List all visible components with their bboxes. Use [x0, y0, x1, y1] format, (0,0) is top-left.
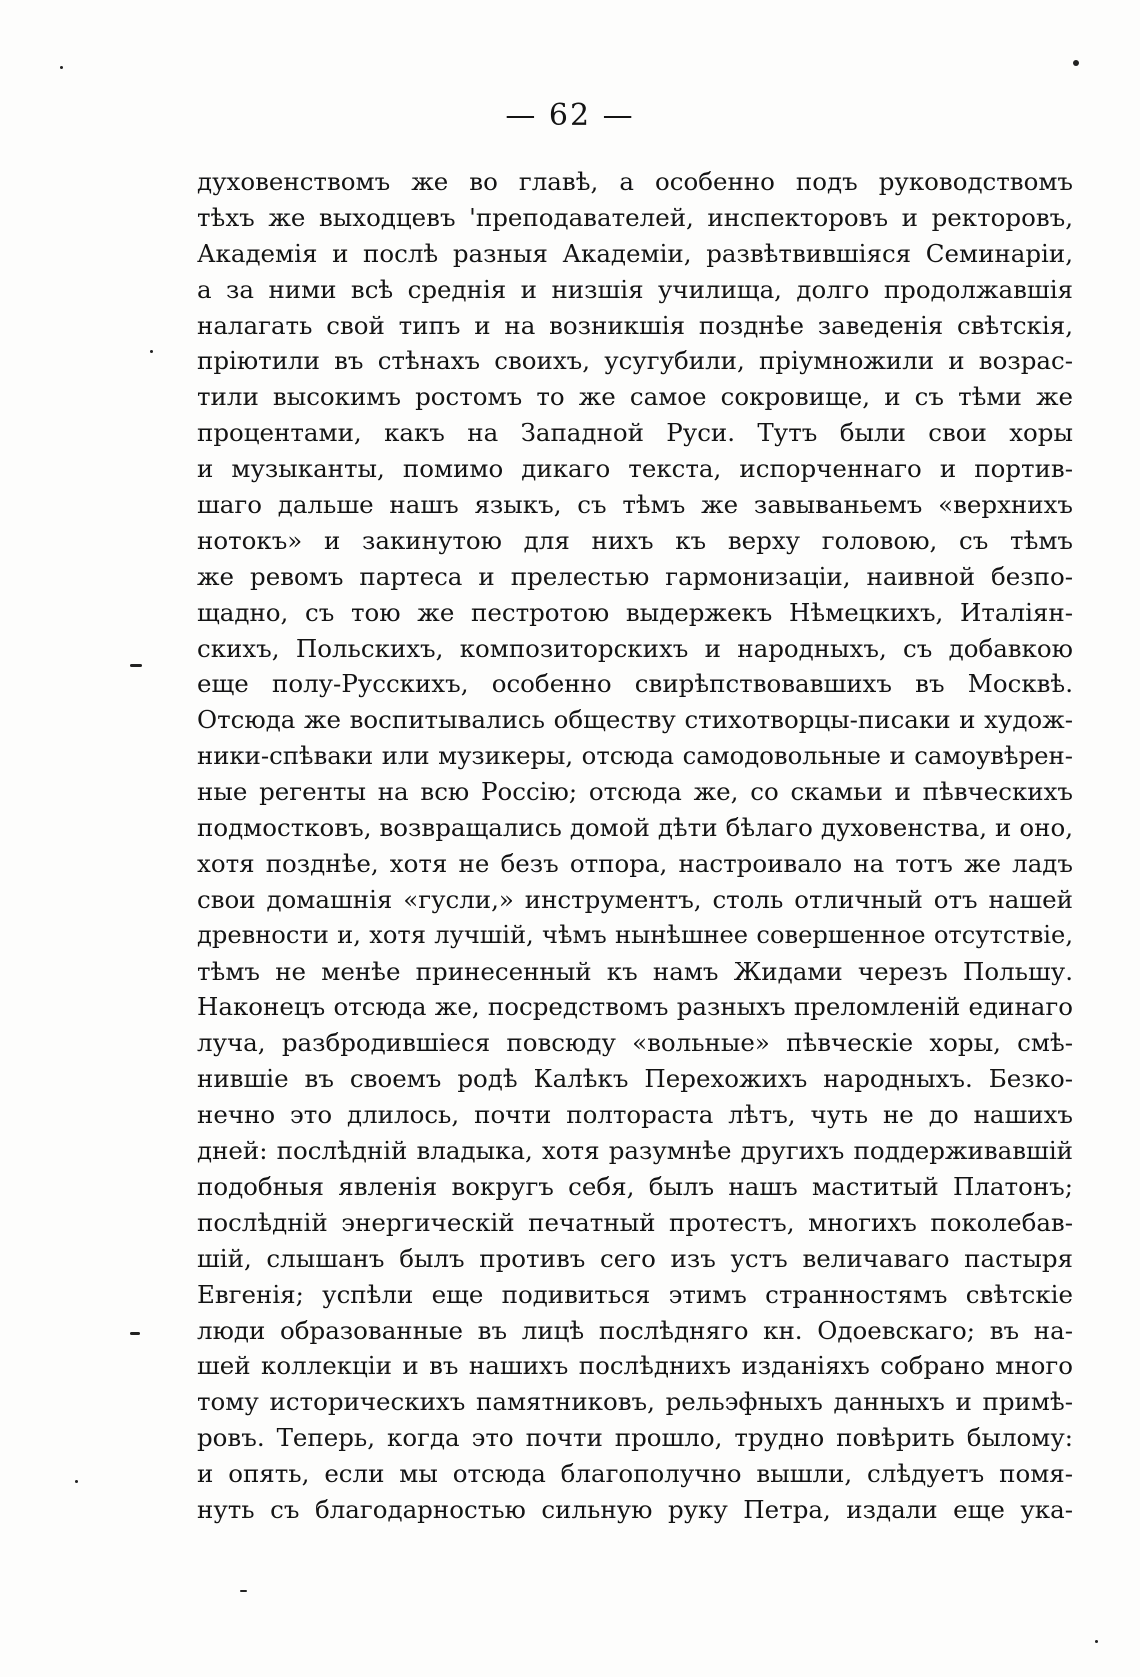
text-line: скихъ, Польскихъ, композиторскихъ и народныхъ, съ добавкою — [197, 633, 1073, 663]
text-line: шей коллекціи и въ нашихъ послѣднихъ изданіяхъ собрано много — [197, 1351, 1073, 1381]
text-line: луча, разбродившіеся повсюду «вольные» пѣвческіе хоры, смѣ- — [197, 1028, 1073, 1058]
text-line: нечно это длилось, почти полтораста лѣтъ, чуть не до нашихъ — [197, 1100, 1073, 1130]
text-line: нившіе въ своемъ родѣ Калѣкъ Перехожихъ народныхъ. Безко- — [197, 1064, 1073, 1094]
text-line: шаго дальше нашъ языкъ, съ тѣмъ же завываньемъ «верхнихъ — [197, 490, 1073, 520]
text-line: а за ними всѣ среднія и низшія училища, долго продолжавшія — [197, 274, 1073, 304]
scan-speck — [150, 350, 153, 353]
text-line: ные регенты на всю Россію; отсюда же, со скамьи и пѣвческихъ — [197, 777, 1073, 807]
scan-speck — [240, 1590, 247, 1592]
text-line: подмостковъ, возвращались домой дѣти бѣлаго духовенства, и оно, — [197, 813, 1073, 843]
page-number: — 62 — — [505, 98, 635, 133]
text-line: хотя позднѣе, хотя не безъ отпора, настроивало на тотъ же ладъ — [197, 848, 1073, 878]
text-line: и опять, если мы отсюда благополучно вышли, слѣдуетъ помя- — [197, 1459, 1073, 1489]
text-line: тѣмъ не менѣе принесенный къ намъ Жидами черезъ Польшу. — [197, 956, 1073, 986]
text-line: пріютили въ стѣнахъ своихъ, усугубили, пріумножили и возрас- — [197, 346, 1073, 376]
scan-speck — [1095, 1640, 1098, 1643]
text-line: духовенствомъ же во главѣ, а особенно подъ руководствомъ — [197, 167, 1073, 196]
text-line: ники-спѣваки или музикеры, отсюда самодовольные и самоувѣрен- — [197, 741, 1073, 771]
text-line: нуть съ благодарностью сильную руку Петра, издали еще ука- — [197, 1494, 1073, 1524]
text-line: свои домашнія «гусли,» инструментъ, столь отличный отъ нашей — [197, 884, 1073, 914]
text-line: щадно, съ тою же пестротою выдержекъ Нѣмецкихъ, Италіян- — [197, 597, 1073, 627]
text-line: тому историческихъ памятниковъ, рельэфныхъ данныхъ и примѣ- — [197, 1387, 1073, 1417]
scan-speck — [75, 1480, 78, 1483]
text-line: подобныя явленія вокругъ себя, былъ нашъ маститый Платонъ; — [197, 1171, 1073, 1201]
text-line: шій, слышанъ былъ противъ сего изъ устъ величаваго пастыря — [197, 1243, 1073, 1273]
text-line: же ревомъ партеса и прелестью гармонизаціи, наивной безпо- — [197, 561, 1073, 591]
scan-speck — [130, 664, 142, 667]
text-line: древности и, хотя лучшій, чѣмъ нынѣшнее совершенное отсутствіе, — [197, 920, 1073, 949]
text-line: еще полу-Русскихъ, особенно свирѣпствовавшихъ въ Москвѣ. — [197, 669, 1073, 699]
text-line: дней: послѣдній владыка, хотя разумнѣе другихъ поддерживавшій — [197, 1136, 1073, 1166]
text-line: налагать свой типъ и на возникшія позднѣе заведенія свѣтскія, — [197, 310, 1073, 340]
text-line: Отсюда же воспитывались обществу стихотворцы-писаки и худож- — [197, 705, 1073, 735]
text-line: Наконецъ отсюда же, посредствомъ разныхъ преломленій единаго — [197, 992, 1073, 1022]
text-line: Евгенія; успѣли еще подивиться этимъ странностямъ свѣтскіе — [197, 1279, 1073, 1309]
scan-speck — [60, 66, 63, 69]
text-line: ровъ. Теперь, когда это почти прошло, трудно повѣрить былому: — [197, 1423, 1073, 1453]
text-line: нотокъ» и закинутою для нихъ къ верху головою, съ тѣмъ — [197, 525, 1073, 555]
scan-speck — [130, 1332, 140, 1335]
text-line: люди образованные въ лицѣ послѣдняго кн. Одоевскаго; въ на- — [197, 1315, 1073, 1345]
text-line: тили высокимъ ростомъ то же самое сокровище, и съ тѣми же — [197, 382, 1073, 412]
text-line: тѣхъ же выходцевъ 'преподавателей, инспекторовъ и ректоровъ, — [197, 202, 1073, 232]
scan-speck — [1073, 60, 1079, 66]
text-line: процентами, какъ на Западной Руси. Тутъ были свои хоры — [197, 418, 1073, 448]
body-text — [197, 164, 1073, 1528]
text-line: Академія и послѣ разныя Академіи, развѣтвившіяся Семинаріи, — [197, 238, 1073, 268]
text-line: и музыканты, помимо дикаго текста, испорченнаго и портив- — [197, 454, 1073, 484]
text-line: послѣдній энергическій печатный протестъ, многихъ поколебав- — [197, 1207, 1073, 1237]
